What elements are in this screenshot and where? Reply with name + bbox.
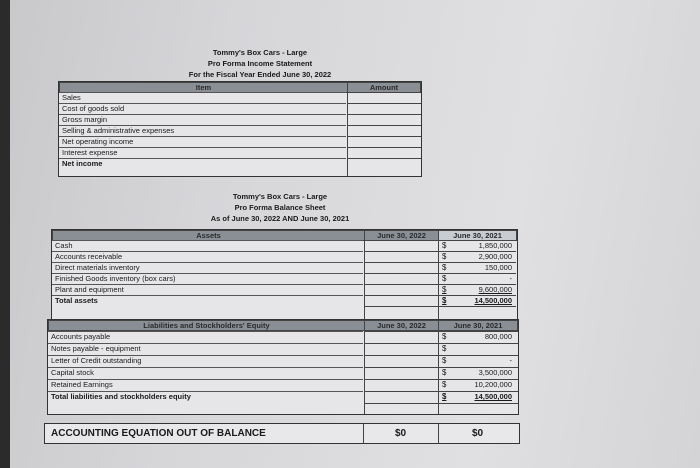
liab-col-2021: June 30, 2021	[438, 320, 518, 331]
total-liab-sign: $	[442, 392, 447, 401]
total-liab-value: 14,500,000	[474, 392, 512, 401]
liab-row-label: Letter of Credit outstanding	[48, 355, 363, 366]
income-col-amount: Amount	[347, 82, 421, 93]
income-table	[58, 81, 422, 177]
assets-col-2022: June 30, 2022	[364, 230, 439, 241]
liab-sign: $	[442, 344, 447, 353]
liab-row-label: Notes payable - equipment	[48, 343, 363, 354]
total-liab-label: Total liabilities and stockholders equity	[48, 391, 363, 402]
liab-value: -	[509, 356, 512, 365]
total-assets-sign: $	[442, 296, 447, 305]
asset-value: 150,000	[484, 263, 512, 272]
asset-row-label: Plant and equipment	[52, 284, 363, 295]
liabilities-table	[47, 319, 519, 415]
asset-row-label: Accounts receivable	[52, 251, 363, 262]
liab-col-2022: June 30, 2022	[364, 320, 439, 331]
liab-col-header: Liabilities and Stockholders' Equity	[48, 320, 365, 331]
asset-value: -	[509, 274, 512, 283]
liab-value: 3,500,000	[478, 368, 512, 377]
income-row-net-income: Net income	[59, 158, 346, 169]
liab-value: 10,200,000	[474, 380, 512, 389]
liab-sign: $	[442, 332, 447, 341]
liab-row-label: Capital stock	[48, 367, 363, 378]
balance-company: Tommy's Box Cars - Large	[232, 192, 328, 201]
balance-header	[190, 191, 370, 224]
liab-sign: $	[442, 368, 447, 377]
income-company: Tommy's Box Cars - Large	[212, 48, 308, 57]
liab-value: 800,000	[484, 332, 512, 341]
asset-value: 2,900,000	[478, 252, 512, 261]
total-assets-value: 14,500,000	[474, 296, 512, 305]
asset-sign: $	[442, 274, 447, 283]
liab-row-label: Accounts payable	[48, 331, 363, 342]
equation-check-row	[44, 423, 520, 444]
income-row-sga: Selling & administrative expenses	[59, 125, 346, 136]
income-col-item: Item	[59, 82, 348, 93]
income-title: Pro Forma Income Statement	[207, 59, 313, 68]
asset-sign: $	[442, 285, 447, 294]
asset-row-label: Direct materials inventory	[52, 262, 363, 273]
asset-value: 1,850,000	[478, 241, 512, 250]
balance-title: Pro Forma Balance Sheet	[234, 203, 326, 212]
equation-check-2022: $0	[394, 428, 407, 439]
asset-sign: $	[442, 241, 447, 250]
equation-check-2021: $0	[471, 428, 484, 439]
liab-sign: $	[442, 356, 447, 365]
asset-sign: $	[442, 252, 447, 261]
income-row-cogs: Cost of goods sold	[59, 103, 346, 114]
equation-check-label: ACCOUNTING EQUATION OUT OF BALANCE	[51, 428, 266, 439]
income-row-noi: Net operating income	[59, 136, 346, 147]
asset-sign: $	[442, 263, 447, 272]
asset-row-label: Finished Goods inventory (box cars)	[52, 273, 363, 284]
income-period: For the Fiscal Year Ended June 30, 2022	[188, 70, 332, 79]
income-row-sales: Sales	[59, 92, 346, 103]
liab-sign: $	[442, 380, 447, 389]
asset-row-label: Cash	[52, 240, 363, 251]
income-header	[160, 47, 360, 80]
assets-col-header: Assets	[52, 230, 365, 241]
paper-sheet	[10, 0, 700, 468]
income-row-interest: Interest expense	[59, 147, 346, 158]
liab-row-label: Retained Earnings	[48, 379, 363, 390]
income-row-gross-margin: Gross margin	[59, 114, 346, 125]
asset-value: 9,600,000	[478, 285, 512, 294]
total-assets-label: Total assets	[52, 295, 363, 306]
assets-table	[51, 229, 518, 323]
assets-col-2021: June 30, 2021	[438, 230, 517, 241]
balance-period: As of June 30, 2022 AND June 30, 2021	[210, 214, 350, 223]
